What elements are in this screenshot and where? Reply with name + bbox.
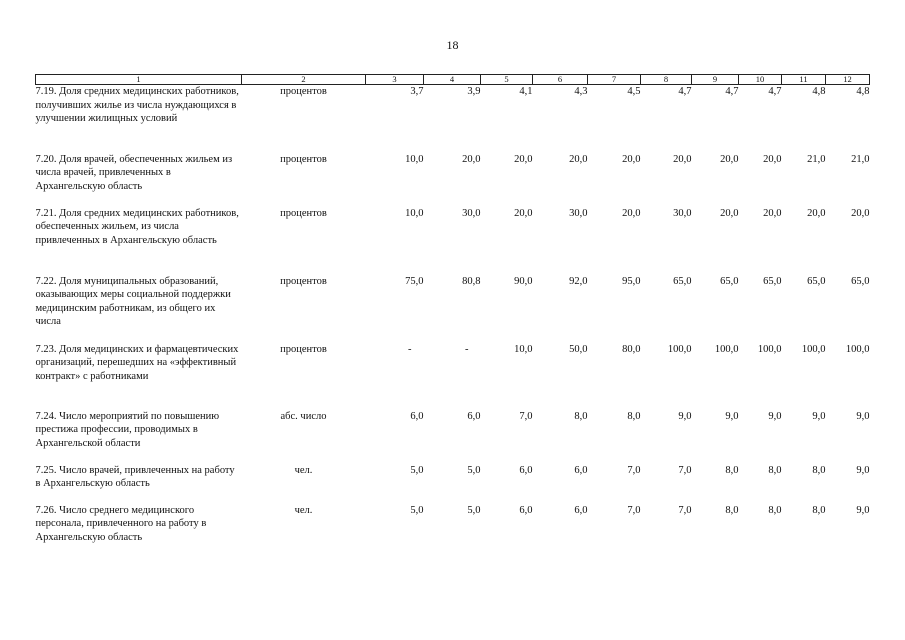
indicator-value: 5,0	[410, 464, 424, 476]
indicator-value: 20,0	[622, 153, 641, 165]
indicator-name: 7.23. Доля медицинских и фармацевтических организаций, перешедших на «эффективный контракт» с работниками	[35, 343, 239, 382]
indicator-value: 8,0	[627, 410, 641, 422]
indicator-value: 7,0	[627, 464, 641, 476]
indicator-value: 20,0	[514, 153, 533, 165]
indicator-value: 4,8	[856, 86, 870, 97]
indicator-name: 7.26. Число среднего медицинского персонала, привлеченного на работу в Архангельскую область	[35, 504, 207, 543]
indicator-value: 4,5	[627, 86, 641, 97]
table-row	[36, 343, 870, 410]
indicator-value: 10,0	[514, 343, 533, 355]
column-number: 6	[533, 75, 588, 85]
column-number-row	[36, 75, 870, 85]
indicator-unit: процентов	[280, 86, 327, 97]
indicator-value: 21,0	[807, 153, 826, 165]
indicator-name: 7.24. Число мероприятий по повышению престижа профессии, проводимых в Архангельской области	[35, 410, 220, 449]
indicator-value: 100,0	[801, 343, 826, 355]
indicator-value: 20,0	[673, 153, 692, 165]
column-number: 3	[366, 75, 424, 85]
indicator-value: 6,0	[519, 464, 533, 476]
column-number: 12	[826, 75, 870, 85]
indicator-value: 6,0	[519, 504, 533, 516]
indicator-value: 30,0	[569, 207, 588, 219]
indicator-value: 7,0	[627, 504, 641, 516]
indicator-value: 20,0	[462, 153, 481, 165]
indicator-value: 20,0	[514, 207, 533, 219]
column-number: 5	[481, 75, 533, 85]
indicator-value: 20,0	[720, 153, 739, 165]
indicator-value: 6,0	[574, 504, 588, 516]
indicator-value: 20,0	[851, 207, 870, 219]
table-row	[36, 464, 870, 504]
indicator-value: 9,0	[856, 410, 870, 422]
indicator-value: 9,0	[678, 410, 692, 422]
indicator-name: 7.19. Доля средних медицинских работников, получивших жилье из числа нуждающихся в улучшении жилищных условий	[35, 86, 239, 125]
indicator-value: 6,0	[410, 410, 424, 422]
column-number: 10	[739, 75, 782, 85]
table-row	[36, 275, 870, 343]
indicator-unit: процентов	[280, 153, 327, 165]
indicator-value: 20,0	[569, 153, 588, 165]
indicator-value: -	[408, 343, 412, 355]
indicator-value: 9,0	[856, 504, 870, 516]
indicator-value: 3,9	[467, 86, 481, 97]
indicator-value: 10,0	[405, 153, 424, 165]
indicator-value: 100,0	[845, 343, 870, 355]
column-number: 1	[36, 75, 242, 85]
indicator-value: 92,0	[569, 275, 588, 287]
indicator-unit: процентов	[280, 343, 327, 355]
indicator-value: 8,0	[574, 410, 588, 422]
table-row	[36, 410, 870, 464]
indicator-value: 20,0	[763, 207, 782, 219]
column-number: 9	[692, 75, 739, 85]
indicator-value: -	[465, 343, 469, 355]
column-number: 7	[588, 75, 641, 85]
indicator-value: 65,0	[673, 275, 692, 287]
indicator-value: 8,0	[768, 504, 782, 516]
indicator-value: 8,0	[725, 464, 739, 476]
column-number: 2	[242, 75, 366, 85]
table-row	[36, 207, 870, 275]
indicator-value: 7,0	[678, 464, 692, 476]
indicator-value: 7,0	[678, 504, 692, 516]
indicator-value: 65,0	[807, 275, 826, 287]
indicator-value: 4,3	[574, 86, 588, 97]
indicator-value: 100,0	[757, 343, 782, 355]
indicator-name: 7.20. Доля врачей, обеспеченных жильем из числа врачей, привлеченных в Архангельскую область	[35, 153, 233, 192]
indicator-value: 65,0	[851, 275, 870, 287]
indicator-value: 9,0	[768, 410, 782, 422]
indicator-value: 6,0	[467, 410, 481, 422]
indicator-value: 5,0	[467, 504, 481, 516]
indicator-value: 75,0	[405, 275, 424, 287]
indicator-value: 100,0	[667, 343, 692, 355]
indicator-value: 9,0	[856, 464, 870, 476]
indicator-value: 95,0	[622, 275, 641, 287]
indicator-value: 4,1	[519, 86, 533, 97]
indicator-value: 21,0	[851, 153, 870, 165]
indicator-value: 100,0	[714, 343, 739, 355]
indicator-value: 4,7	[725, 86, 739, 97]
indicator-value: 30,0	[462, 207, 481, 219]
indicator-value: 30,0	[673, 207, 692, 219]
indicator-value: 90,0	[514, 275, 533, 287]
indicator-value: 4,7	[768, 86, 782, 97]
indicator-value: 20,0	[763, 153, 782, 165]
indicator-value: 4,8	[812, 86, 826, 97]
indicator-unit: абс. число	[280, 410, 327, 422]
column-number: 8	[641, 75, 692, 85]
indicator-unit: чел.	[294, 464, 313, 476]
column-number: 4	[424, 75, 481, 85]
table-row	[36, 85, 870, 153]
indicator-value: 65,0	[763, 275, 782, 287]
indicator-value: 8,0	[812, 464, 826, 476]
indicator-value: 5,0	[467, 464, 481, 476]
indicators-table	[35, 74, 870, 548]
indicator-name: 7.25. Число врачей, привлеченных на работу в Архангельскую область	[35, 464, 235, 490]
column-number: 11	[782, 75, 826, 85]
indicator-value: 6,0	[574, 464, 588, 476]
indicator-value: 4,7	[678, 86, 692, 97]
indicator-value: 9,0	[725, 410, 739, 422]
page-number: 18	[446, 38, 459, 52]
indicator-value: 3,7	[410, 86, 424, 97]
indicator-value: 8,0	[812, 504, 826, 516]
table-row	[36, 504, 870, 548]
indicator-value: 80,8	[462, 275, 481, 287]
indicator-value: 20,0	[622, 207, 641, 219]
indicator-name: 7.22. Доля муниципальных образований, оказывающих меры социальной поддержки медицинским работникам, из общего их числа	[35, 275, 231, 328]
indicator-value: 7,0	[519, 410, 533, 422]
indicator-value: 8,0	[725, 504, 739, 516]
indicator-value: 50,0	[569, 343, 588, 355]
indicator-value: 65,0	[720, 275, 739, 287]
indicator-value: 80,0	[622, 343, 641, 355]
indicator-unit: процентов	[280, 275, 327, 287]
indicator-value: 20,0	[720, 207, 739, 219]
indicator-unit: процентов	[280, 207, 327, 219]
indicator-value: 5,0	[410, 504, 424, 516]
indicator-value: 10,0	[405, 207, 424, 219]
indicator-value: 8,0	[768, 464, 782, 476]
indicator-unit: чел.	[294, 504, 313, 516]
indicator-value: 20,0	[807, 207, 826, 219]
indicator-name: 7.21. Доля средних медицинских работников, обеспеченных жильем, из числа привлеченных в Архангельскую область	[35, 207, 239, 246]
table-row	[36, 153, 870, 207]
indicator-value: 9,0	[812, 410, 826, 422]
